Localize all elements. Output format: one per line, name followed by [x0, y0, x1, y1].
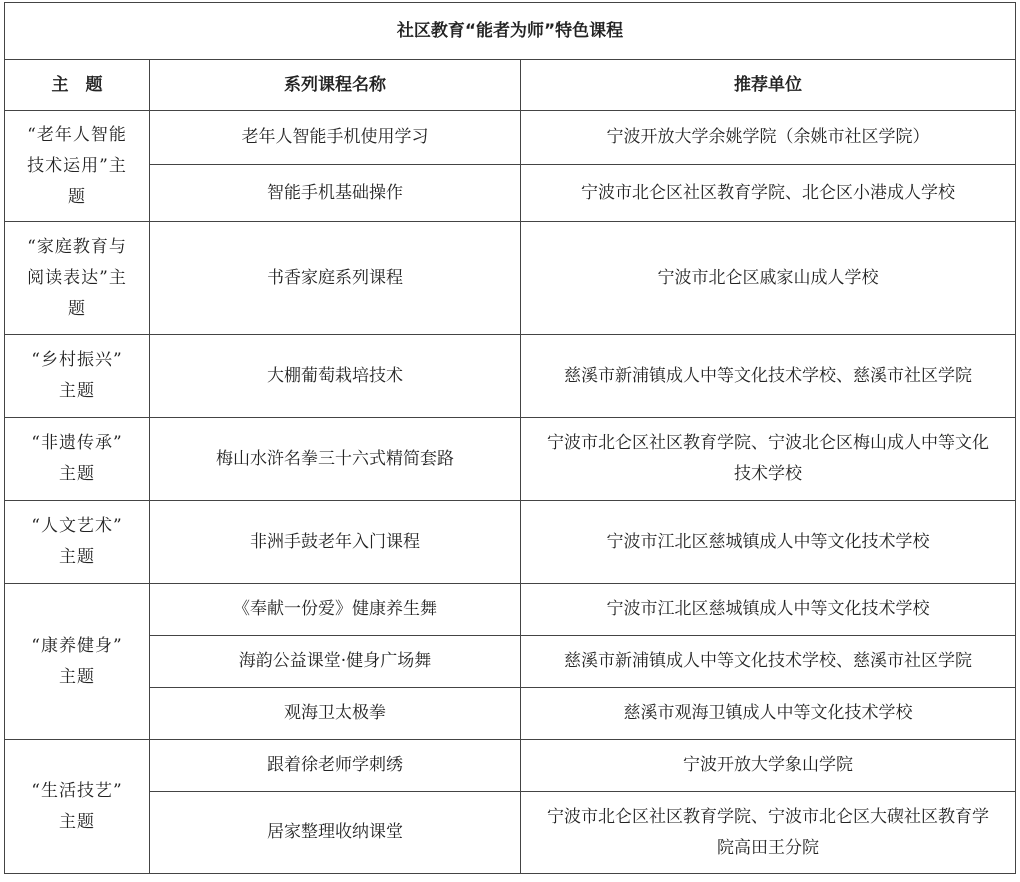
topic-line: “康养健身”	[31, 635, 123, 656]
topic-cell	[5, 335, 150, 418]
recommending-unit: 宁波市江北区慈城镇成人中等文化技术学校	[521, 501, 1016, 584]
table-title: 社区教育“能者为师”特色课程	[5, 3, 1016, 60]
course-name: 智能手机基础操作	[150, 165, 521, 222]
course-name: 大棚葡萄栽培技术	[150, 335, 521, 418]
table-row	[5, 584, 1016, 636]
topic-line: 题	[68, 298, 86, 319]
header-row	[5, 60, 1016, 111]
recommending-unit: 慈溪市新浦镇成人中等文化技术学校、慈溪市社区学院	[521, 335, 1016, 418]
table-row	[5, 688, 1016, 740]
topic-line: “生活技艺”	[31, 780, 123, 801]
recommending-unit: 宁波开放大学余姚学院（余姚市社区学院）	[521, 111, 1016, 165]
title-row	[5, 3, 1016, 60]
recommending-unit: 慈溪市观海卫镇成人中等文化技术学校	[521, 688, 1016, 740]
recommending-unit: 宁波市北仑区戚家山成人学校	[521, 222, 1016, 335]
course-table	[4, 2, 1016, 874]
topic-line: 题	[68, 186, 86, 207]
topic-line: “人文艺术”	[31, 516, 123, 536]
course-name: 非洲手鼓老年入门课程	[150, 501, 521, 584]
course-name: 《奉献一份爱》健康养生舞	[150, 584, 521, 636]
course-name: 观海卫太极拳	[150, 688, 521, 740]
header-topic: 主 题	[5, 60, 150, 111]
topic-cell	[5, 418, 150, 501]
recommending-unit: 宁波市江北区慈城镇成人中等文化技术学校	[521, 584, 1016, 636]
table-row	[5, 165, 1016, 222]
header-course: 系列课程名称	[150, 60, 521, 111]
recommending-unit: 宁波市北仑区社区教育学院、北仑区小港成人学校	[521, 165, 1016, 222]
table-row	[5, 335, 1016, 418]
course-name: 老年人智能手机使用学习	[150, 111, 521, 165]
table-row	[5, 418, 1016, 501]
topic-cell	[5, 740, 150, 874]
table-row	[5, 222, 1016, 335]
recommending-unit	[521, 418, 1016, 501]
recommending-unit: 宁波开放大学象山学院	[521, 740, 1016, 792]
recommending-unit	[521, 792, 1016, 874]
topic-line: 主题	[59, 381, 95, 401]
course-name: 居家整理收纳课堂	[150, 792, 521, 874]
course-name: 海韵公益课堂·健身广场舞	[150, 636, 521, 688]
topic-line: “老年人智能	[27, 124, 127, 145]
topic-cell	[5, 501, 150, 584]
topic-line: 技术运用”主	[27, 155, 127, 176]
header-unit: 推荐单位	[521, 60, 1016, 111]
unit-line: 宁波市北仑区社区教育学院、宁波北仑区梅山成人中等文化	[547, 433, 989, 453]
table-row	[5, 636, 1016, 688]
table-row	[5, 501, 1016, 584]
course-name: 书香家庭系列课程	[150, 222, 521, 335]
topic-line: 主题	[59, 811, 95, 832]
topic-line: 主题	[59, 666, 95, 687]
topic-line: 主题	[59, 547, 95, 567]
topic-line: 阅读表达”主	[27, 267, 127, 288]
topic-line: “乡村振兴”	[31, 350, 123, 370]
table-row	[5, 740, 1016, 792]
course-name: 跟着徐老师学刺绣	[150, 740, 521, 792]
unit-line: 宁波市北仑区社区教育学院、宁波市北仑区大碶社区教育学	[547, 806, 989, 827]
topic-cell	[5, 584, 150, 740]
topic-line: “非遗传承”	[31, 433, 123, 453]
topic-line: “家庭教育与	[27, 236, 127, 257]
topic-cell	[5, 222, 150, 335]
unit-line: 院高田王分院	[717, 837, 819, 858]
course-name: 梅山水浒名拳三十六式精简套路	[150, 418, 521, 501]
table-row	[5, 792, 1016, 874]
unit-line: 技术学校	[734, 464, 802, 484]
topic-cell	[5, 111, 150, 222]
topic-line: 主题	[59, 464, 95, 484]
table-row	[5, 111, 1016, 165]
recommending-unit: 慈溪市新浦镇成人中等文化技术学校、慈溪市社区学院	[521, 636, 1016, 688]
